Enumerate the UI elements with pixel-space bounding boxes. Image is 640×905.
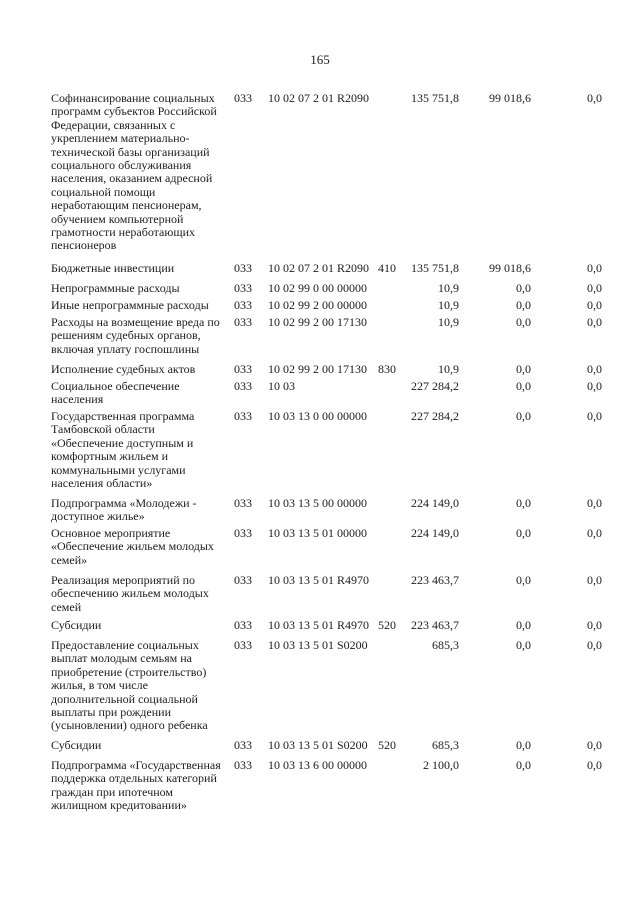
- amount-1: 227 284,2: [411, 409, 459, 423]
- section-code: 10 03: [268, 758, 295, 772]
- section-code: 10 03: [268, 409, 295, 423]
- table-row: [51, 574, 621, 614]
- row-description: Реализация мероприятий по обеспечению жильем молодых семей: [51, 573, 209, 614]
- ministry-code: 033: [234, 738, 252, 752]
- amount-2: 0,0: [516, 738, 531, 752]
- target-article: 13 5 01 S0200: [298, 738, 368, 752]
- ministry-code: 033: [234, 526, 252, 540]
- amount-1: 10,9: [438, 362, 459, 376]
- table-row: [51, 316, 621, 356]
- amount-3: 0,0: [587, 379, 602, 393]
- amount-1: 10,9: [438, 281, 459, 295]
- amount-3: 0,0: [587, 409, 602, 423]
- row-description: Социальное обеспечение населения: [51, 379, 180, 407]
- amount-2: 0,0: [516, 409, 531, 423]
- section-code: 10 03: [268, 738, 295, 752]
- amount-2: 99 018,6: [489, 91, 531, 105]
- amount-1: 224 149,0: [411, 496, 459, 510]
- amount-1: 135 751,8: [411, 91, 459, 105]
- table-row: [51, 299, 621, 312]
- ministry-code: 033: [234, 573, 252, 587]
- ministry-code: 033: [234, 362, 252, 376]
- expenditure-type: 830: [378, 362, 396, 376]
- amount-1: 685,3: [432, 638, 459, 652]
- amount-2: 0,0: [516, 496, 531, 510]
- table-row: [51, 282, 621, 295]
- target-article: 13 5 00 00000: [298, 496, 367, 510]
- ministry-code: 033: [234, 261, 252, 275]
- target-article: 07 2 01 R2090: [298, 261, 370, 275]
- amount-1: 223 463,7: [411, 618, 459, 632]
- section-code: 10 03: [268, 379, 295, 393]
- target-article: 13 5 01 R4970: [298, 573, 370, 587]
- amount-1: 10,9: [438, 315, 459, 329]
- expenditure-type: 520: [378, 738, 396, 752]
- row-description: Субсидии: [51, 618, 102, 632]
- ministry-code: 033: [234, 496, 252, 510]
- amount-2: 0,0: [516, 526, 531, 540]
- row-description: Подпрограмма «Государственная поддержка отдельных категорий граждан при ипотечном жилищном кредитовании»: [51, 758, 221, 813]
- target-article: 13 0 00 00000: [298, 409, 367, 423]
- table-row: [51, 410, 621, 490]
- amount-2: 0,0: [516, 298, 531, 312]
- ministry-code: 033: [234, 379, 252, 393]
- row-description: Государственная программа Тамбовской области «Обеспечение доступным и комфортным жильем и коммунальными услугами населения области»: [51, 409, 195, 491]
- row-description: Софинансирование социальных программ субъектов Российской Федерации, связанных с укреплением материально-технической базы организаций социального обслуживания населения, оказанием адресной социальной помощи неработающим пенсионерам, обучением компьютерной грамотности неработающих пенсионеров: [51, 91, 217, 253]
- amount-2: 0,0: [516, 638, 531, 652]
- ministry-code: 033: [234, 618, 252, 632]
- section-code: 10 03: [268, 573, 295, 587]
- table-row: [51, 739, 621, 752]
- amount-2: 0,0: [516, 362, 531, 376]
- amount-3: 0,0: [587, 261, 602, 275]
- ministry-code: 033: [234, 281, 252, 295]
- amount-3: 0,0: [587, 526, 602, 540]
- target-article: 99 2 00 00000: [298, 298, 367, 312]
- amount-1: 685,3: [432, 738, 459, 752]
- row-description: Субсидии: [51, 738, 102, 752]
- row-description: Иные непрограммные расходы: [51, 298, 209, 312]
- amount-2: 0,0: [516, 573, 531, 587]
- row-description: Исполнение судебных актов: [51, 362, 196, 376]
- section-code: 10 03: [268, 526, 295, 540]
- table-row: [51, 380, 621, 407]
- section-code: 10 03: [268, 618, 295, 632]
- amount-3: 0,0: [587, 362, 602, 376]
- ministry-code: 033: [234, 315, 252, 329]
- section-code: 10 02: [268, 261, 295, 275]
- expenditure-type: 410: [378, 261, 396, 275]
- amount-2: 0,0: [516, 315, 531, 329]
- table-row: [51, 619, 621, 632]
- amount-2: 99 018,6: [489, 261, 531, 275]
- table-row: [51, 363, 621, 376]
- expenditure-type: 520: [378, 618, 396, 632]
- amount-2: 0,0: [516, 618, 531, 632]
- amount-1: 223 463,7: [411, 573, 459, 587]
- amount-3: 0,0: [587, 758, 602, 772]
- amount-3: 0,0: [587, 315, 602, 329]
- target-article: 99 0 00 00000: [298, 281, 367, 295]
- table-row: [51, 92, 621, 253]
- section-code: 10 03: [268, 638, 295, 652]
- row-description: Непрограммные расходы: [51, 281, 180, 295]
- amount-1: 10,9: [438, 298, 459, 312]
- amount-3: 0,0: [587, 298, 602, 312]
- row-description: Расходы на возмещение вреда по решениям судебных органов, включая уплату госпошлины: [51, 315, 220, 356]
- target-article: 13 5 01 R4970: [298, 618, 370, 632]
- amount-3: 0,0: [587, 638, 602, 652]
- page-number: 165: [310, 52, 330, 67]
- amount-1: 224 149,0: [411, 526, 459, 540]
- target-article: 13 6 00 00000: [298, 758, 367, 772]
- table-row: [51, 262, 621, 275]
- row-description: Основное мероприятие «Обеспечение жильем молодых семей»: [51, 526, 214, 567]
- section-code: 10 03: [268, 496, 295, 510]
- amount-3: 0,0: [587, 91, 602, 105]
- amount-3: 0,0: [587, 573, 602, 587]
- amount-3: 0,0: [587, 738, 602, 752]
- amount-2: 0,0: [516, 379, 531, 393]
- table-row: [51, 527, 621, 567]
- target-article: 13 5 01 00000: [298, 526, 367, 540]
- section-code: 10 02: [268, 91, 295, 105]
- row-description: Подпрограмма «Молодежи - доступное жилье»: [51, 496, 197, 524]
- ministry-code: 033: [234, 298, 252, 312]
- section-code: 10 02: [268, 362, 295, 376]
- amount-3: 0,0: [587, 281, 602, 295]
- amount-1: 2 100,0: [423, 758, 459, 772]
- row-description: Бюджетные инвестиции: [51, 261, 175, 275]
- amount-3: 0,0: [587, 496, 602, 510]
- amount-2: 0,0: [516, 758, 531, 772]
- ministry-code: 033: [234, 91, 252, 105]
- amount-3: 0,0: [587, 618, 602, 632]
- table-row: [51, 639, 621, 733]
- amount-2: 0,0: [516, 281, 531, 295]
- row-description: Предоставление социальных выплат молодым семьям на приобретение (строительство) жилья, в том числе дополнительной социальной выплаты при рождении (усыновлении) одного ребенка: [51, 638, 208, 733]
- table-row: [51, 497, 621, 524]
- target-article: 99 2 00 17130: [298, 362, 367, 376]
- ministry-code: 033: [234, 409, 252, 423]
- section-code: 10 02: [268, 315, 295, 329]
- ministry-code: 033: [234, 758, 252, 772]
- section-code: 10 02: [268, 298, 295, 312]
- ministry-code: 033: [234, 638, 252, 652]
- target-article: 13 5 01 S0200: [298, 638, 368, 652]
- section-code: 10 02: [268, 281, 295, 295]
- target-article: 07 2 01 R2090: [298, 91, 370, 105]
- amount-1: 227 284,2: [411, 379, 459, 393]
- table-row: [51, 759, 621, 813]
- target-article: 99 2 00 17130: [298, 315, 367, 329]
- amount-1: 135 751,8: [411, 261, 459, 275]
